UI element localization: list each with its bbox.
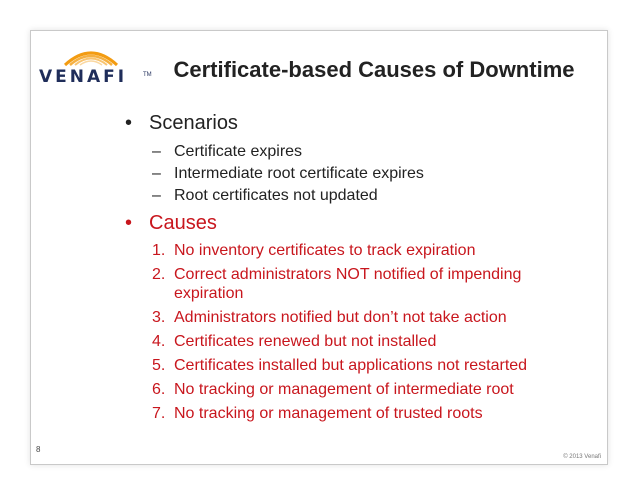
list-item-number: 3. [152,309,166,326]
list-item-text: Root certificates not updated [174,187,378,204]
page-number: 8 [36,445,41,454]
dash-icon: – [152,165,161,182]
list-item [152,185,593,207]
list-item-text: Correct administrators NOT notified of impending expiration [174,266,522,302]
causes-heading-label: Causes [149,212,217,234]
causes-list [123,241,593,423]
list-item [152,163,593,185]
list-item [152,380,593,399]
dash-icon: – [152,143,161,160]
list-item-number: 2. [152,266,166,283]
list-item-number: 1. [152,242,166,259]
causes-heading [123,211,593,235]
list-item-text: No tracking or management of trusted roots [174,405,483,422]
list-item [152,356,593,375]
scenarios-heading-label: Scenarios [149,112,238,134]
logo-wordmark: VENAFI [39,67,128,87]
list-item [152,404,593,423]
logo-trademark: TM [143,72,152,78]
list-item-number: 4. [152,333,166,350]
list-item-text: Certificates renewed but not installed [174,333,437,350]
list-item [152,265,593,303]
list-item-text: Certificate expires [174,143,303,160]
list-item-number: 5. [152,357,166,374]
list-item-number: 7. [152,405,166,422]
copyright-notice: © 2013 Venafi [563,454,601,460]
venafi-logo [39,39,151,97]
list-item [152,241,593,260]
list-item-text: No inventory certificates to track expiration [174,242,476,259]
list-item-text: Certificates installed but applications not restarted [174,357,528,374]
slide [30,30,608,465]
scenarios-heading [123,111,593,135]
list-item [152,141,593,163]
list-item-number: 6. [152,381,166,398]
logo-arc-icon [39,39,151,69]
list-item [152,332,593,351]
list-item-text: Administrators notified but don’t not take action [174,309,507,326]
scenarios-list [123,141,593,207]
bullet-icon: • [125,112,133,134]
bullet-icon: • [125,212,133,234]
list-item-text: Intermediate root certificate expires [174,165,424,182]
list-item-text: No tracking or management of intermediate root [174,381,514,398]
list-item [152,308,593,327]
slide-title: Certificate-based Causes of Downtime [173,57,575,82]
dash-icon: – [152,187,161,204]
bullet-list [123,111,593,428]
